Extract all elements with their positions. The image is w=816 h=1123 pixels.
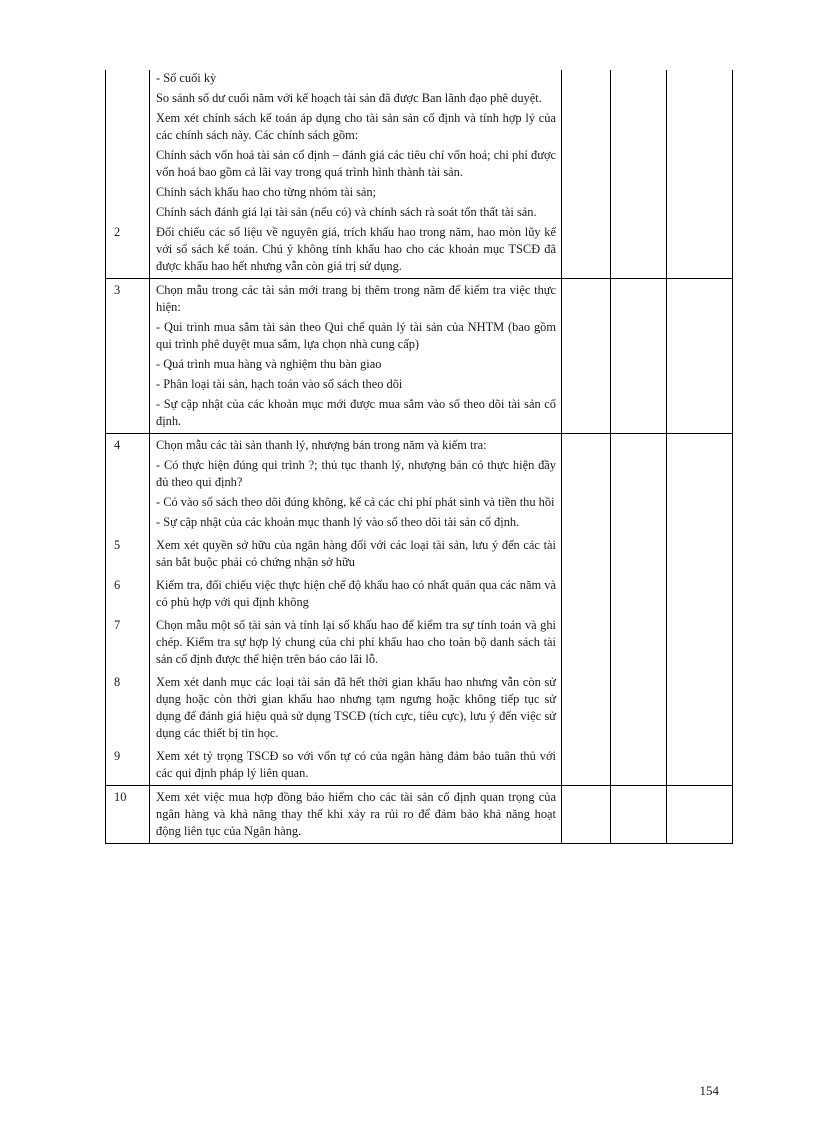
empty-cell (611, 574, 667, 614)
row-description (150, 70, 562, 224)
empty-cell (562, 614, 611, 671)
empty-cell (562, 745, 611, 786)
row-description (150, 745, 562, 786)
empty-cell (562, 70, 611, 224)
empty-cell (611, 786, 667, 844)
empty-cell (562, 671, 611, 745)
table-row (106, 574, 733, 614)
row-description (150, 574, 562, 614)
table-row (106, 786, 733, 844)
empty-cell (667, 534, 733, 574)
empty-cell (667, 70, 733, 224)
empty-cell (611, 224, 667, 279)
row-number: 6 (106, 574, 150, 614)
empty-cell (611, 534, 667, 574)
paragraph: Xem xét tỷ trọng TSCĐ so với vốn tự có của ngân hàng đảm bảo tuân thủ với các qui định pháp lý liên quan. (156, 749, 556, 780)
empty-cell (667, 434, 733, 535)
paragraph: Xem xét danh mục các loại tài sản đã hết thời gian khấu hao nhưng vẫn còn sử dụng hoặc còn thời gian khấu hao nhưng tạm ngưng hoặc không tiếp tục sử dụng để đánh giá hiệu quả sử dụng TSCĐ (tích cực, tiêu cực), lưu ý đến việc sử dụng các thiết bị tin học. (156, 675, 556, 740)
paragraph: Chọn mẫu các tài sản thanh lý, nhượng bán trong năm và kiểm tra: (156, 438, 487, 452)
paragraph: Chọn mẫu một số tài sản và tính lại số khấu hao để kiểm tra sự tính toán và ghi chép. Kiểm tra sự hợp lý chung của chi phí khấu hao cho toàn bộ danh sách tài sản cố định được thể hiện trên báo cáo lãi lỗ. (156, 618, 556, 666)
row-number: 5 (106, 534, 150, 574)
empty-cell (667, 224, 733, 279)
table-row (106, 224, 733, 279)
paragraph: - Qui trình mua sắm tài sản theo Qui chế quản lý tài sản của NHTM (bao gồm qui trình phê duyệt mua sắm, lựa chọn nhà cung cấp) (156, 320, 556, 351)
paragraph: - Phân loại tài sản, hạch toán vào sổ sách theo dõi (156, 377, 403, 391)
row-description (150, 614, 562, 671)
empty-cell (667, 745, 733, 786)
row-number: 4 (106, 434, 150, 535)
paragraph: Xem xét việc mua hợp đồng bảo hiểm cho các tài sản cố định quan trọng của ngân hàng và khả năng thay thế khi xảy ra rủi ro để đảm bảo khả năng hoạt động liên tục của Ngân hàng. (156, 790, 556, 838)
empty-cell (611, 434, 667, 535)
paragraph: Xem xét quyền sở hữu của ngân hàng đối với các loại tài sản, lưu ý đến các tài sản bắt buộc phải có chứng nhận sở hữu (156, 538, 556, 569)
empty-cell (611, 279, 667, 434)
empty-cell (667, 786, 733, 844)
table-row (106, 671, 733, 745)
row-description (150, 534, 562, 574)
empty-cell (562, 279, 611, 434)
paragraph: Kiểm tra, đối chiếu việc thực hiện chế độ khấu hao có nhất quán qua các năm và có phù hợp với qui định không (156, 578, 556, 609)
table-row (106, 745, 733, 786)
row-number: 10 (106, 786, 150, 844)
table-row (106, 279, 733, 434)
paragraph: Chính sách vốn hoá tài sản cố định – đánh giá các tiêu chí vốn hoá; chi phí được vốn hoá bao gồm cả lãi vay trong quá trình hình thành tài sản. (156, 148, 556, 179)
empty-cell (562, 574, 611, 614)
row-number: 9 (106, 745, 150, 786)
row-number: 8 (106, 671, 150, 745)
empty-cell (611, 614, 667, 671)
paragraph: - Số cuối kỳ (156, 71, 217, 85)
paragraph: - Có vào sổ sách theo dõi đúng không, kể cả các chi phí phát sinh và tiền thu hồi (156, 495, 555, 509)
paragraph: - Có thực hiện đúng qui trình ?; thủ tục thanh lý, nhượng bán có thực hiện đầy đủ theo qui định? (156, 458, 556, 489)
row-description (150, 434, 562, 535)
paragraph: Chọn mẫu trong các tài sản mới trang bị thêm trong năm để kiểm tra việc thực hiện: (156, 283, 556, 314)
paragraph: Chính sách khấu hao cho từng nhóm tài sản; (156, 185, 377, 199)
table-row (106, 70, 733, 224)
empty-cell (667, 574, 733, 614)
empty-cell (562, 434, 611, 535)
row-number (106, 70, 150, 224)
paragraph: Xem xét chính sách kế toán áp dụng cho tài sản sản cố định và tính hợp lý của các chính sách này. Các chính sách gồm: (156, 111, 556, 142)
empty-cell (611, 745, 667, 786)
paragraph: Chính sách đánh giá lại tài sản (nếu có) và chính sách rà soát tổn thất tài sản. (156, 205, 537, 219)
row-number: 7 (106, 614, 150, 671)
table-row (106, 434, 733, 535)
paragraph: So sánh số dư cuối năm với kế hoạch tài sản đã được Ban lãnh đạo phê duyệt. (156, 91, 542, 105)
empty-cell (562, 224, 611, 279)
empty-cell (611, 70, 667, 224)
row-description (150, 279, 562, 434)
paragraph: - Quá trình mua hàng và nghiệm thu bàn giao (156, 357, 382, 371)
row-number: 3 (106, 279, 150, 434)
row-description (150, 224, 562, 279)
empty-cell (667, 671, 733, 745)
audit-procedure-table (105, 70, 733, 844)
table-row (106, 614, 733, 671)
page-number: 154 (699, 1083, 719, 1098)
paragraph: - Sự cập nhật của các khoản mục thanh lý vào sổ theo dõi tài sản cố định. (156, 515, 520, 529)
empty-cell (562, 786, 611, 844)
paragraph: Đối chiếu các số liệu về nguyên giá, trích khấu hao trong năm, hao mòn lũy kế với sổ sách kế toán. Chú ý không tính khấu hao cho các khoản mục TSCĐ đã được khấu hao hết nhưng vẫn còn giá trị sử dụng. (156, 225, 556, 273)
empty-cell (667, 279, 733, 434)
table-row (106, 534, 733, 574)
row-description (150, 671, 562, 745)
row-description (150, 786, 562, 844)
empty-cell (611, 671, 667, 745)
row-number: 2 (106, 224, 150, 279)
empty-cell (562, 534, 611, 574)
paragraph: - Sự cập nhật của các khoản mục mới được mua sắm vào sổ theo dõi tài sản cố định. (156, 397, 556, 428)
empty-cell (667, 614, 733, 671)
